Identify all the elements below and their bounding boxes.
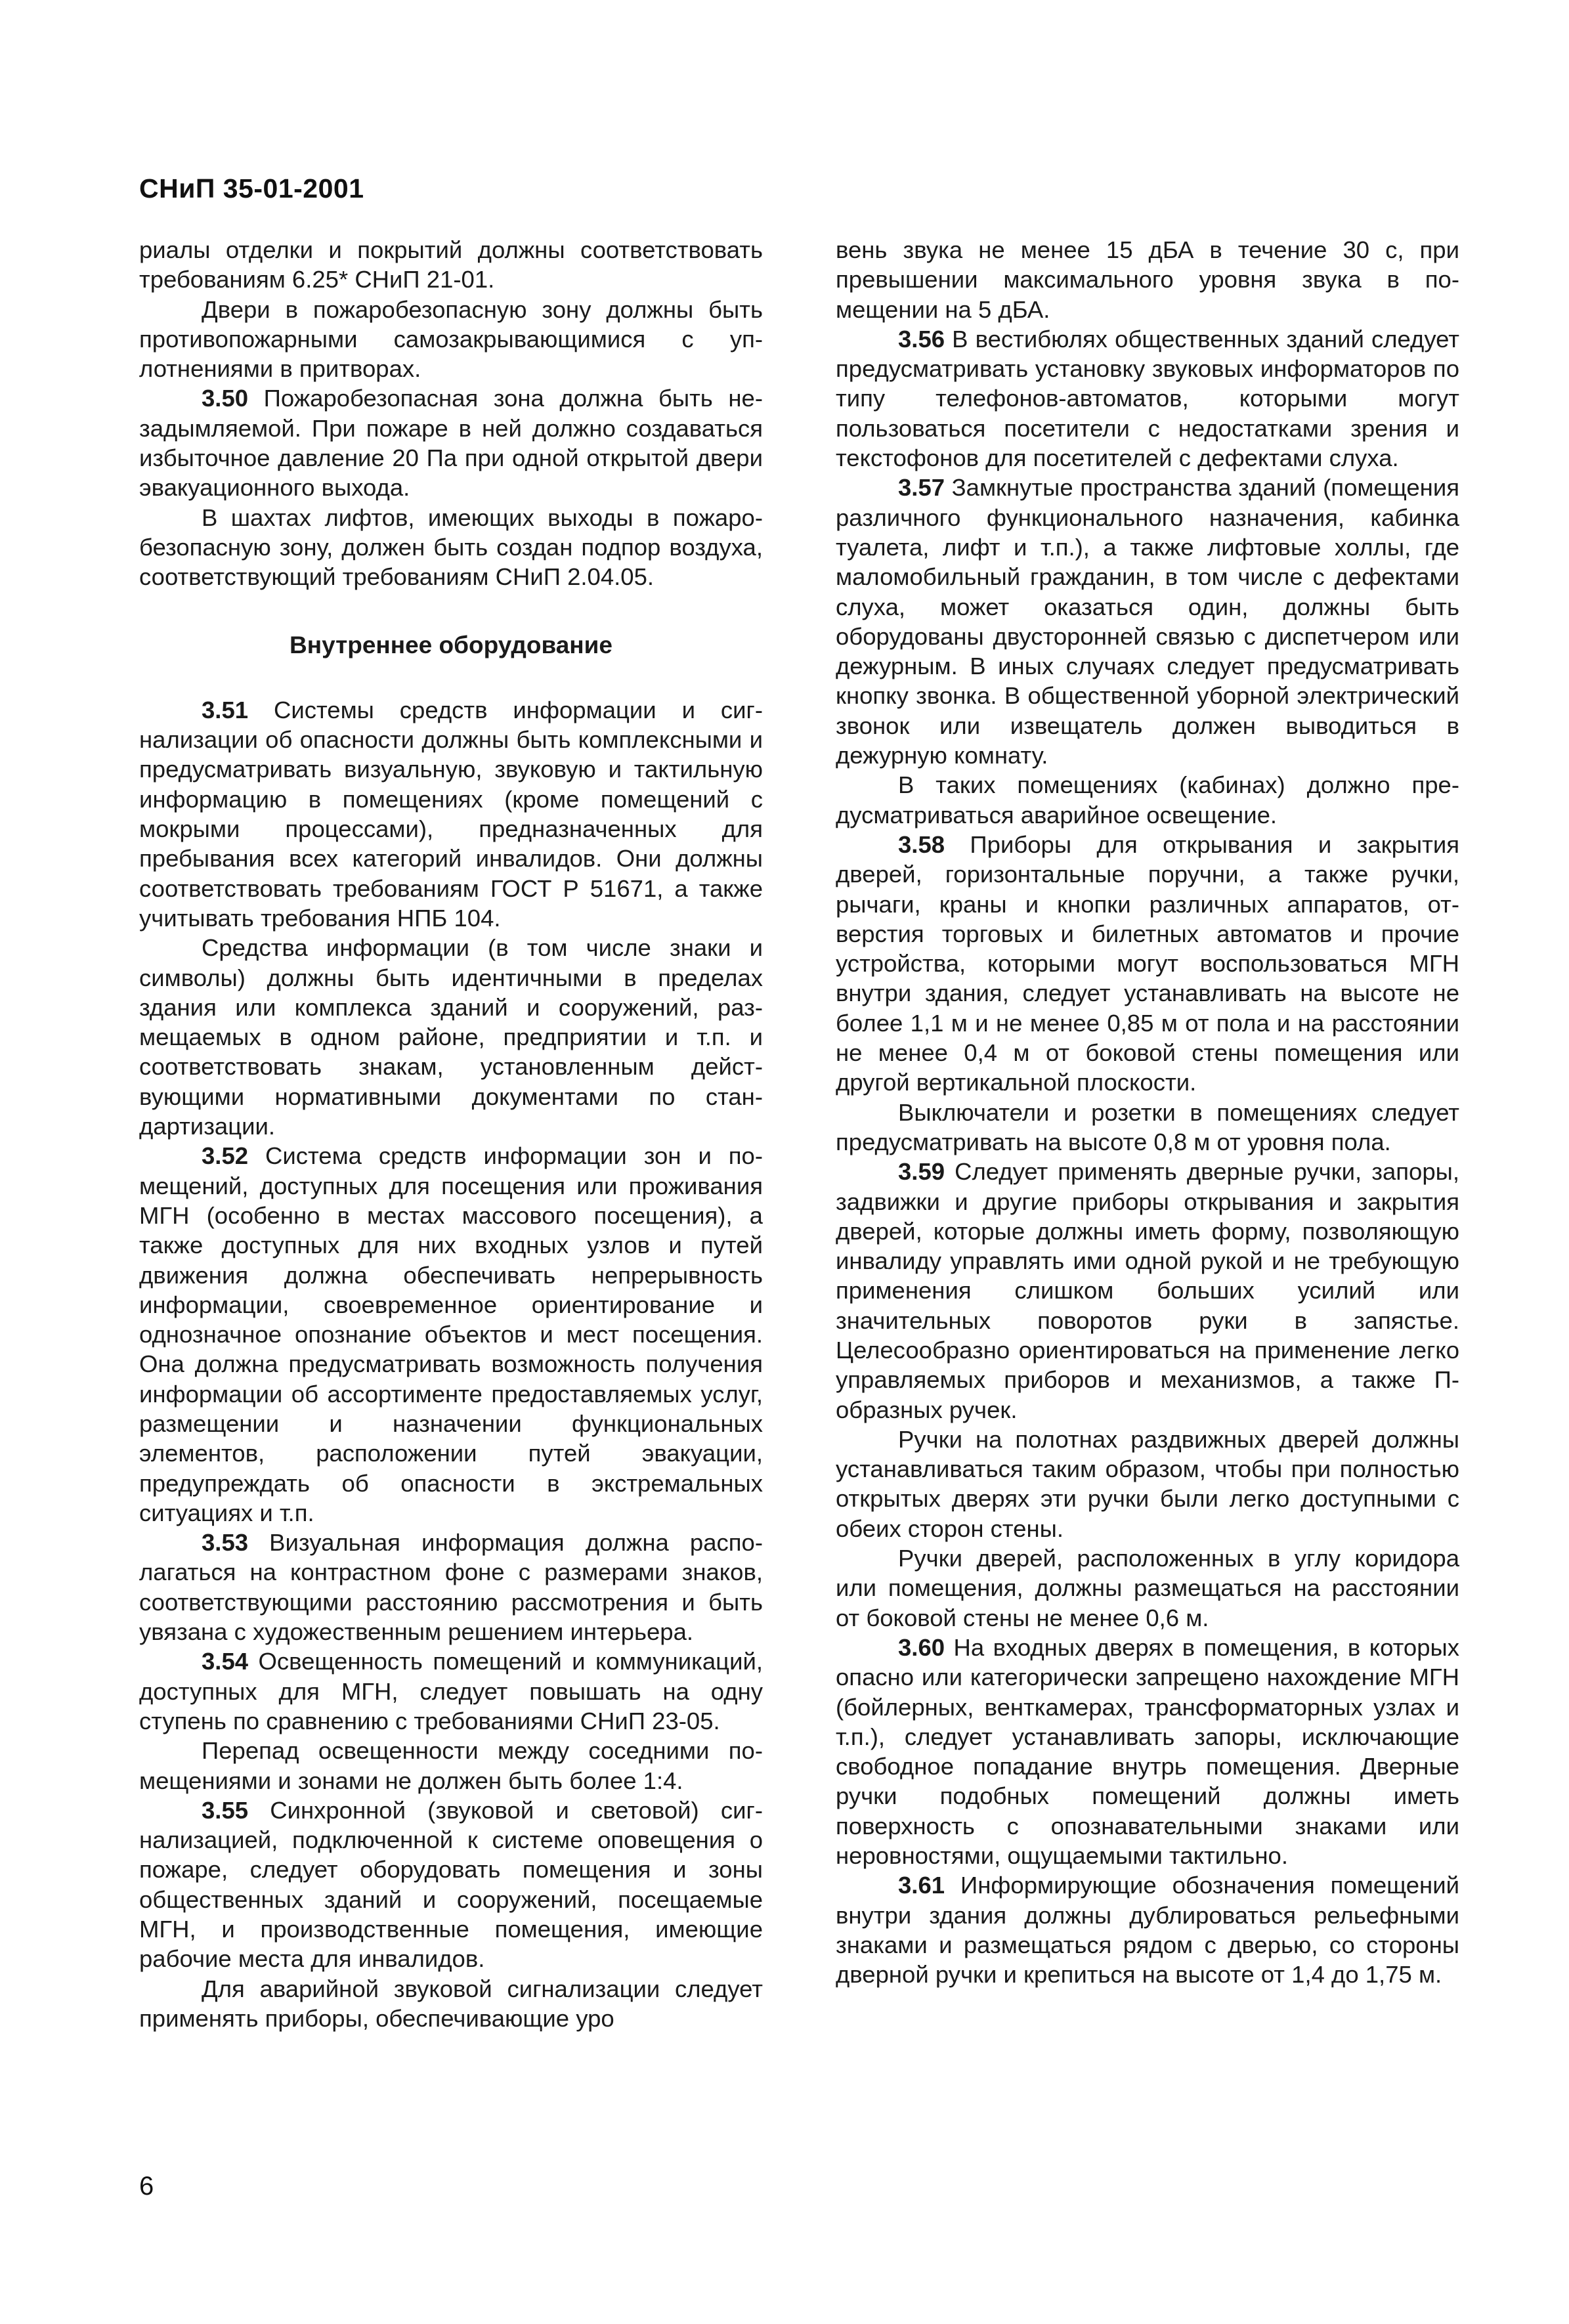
clause-number: 3.53 bbox=[202, 1529, 249, 1557]
paragraph: Средства информации (в том числе знаки и символы) должны быть идентичными в пределах здания или комплекса зданий и сооружений, размещаемых в одном районе, предприятии и т.п. и соответствовать знакам, установленным действующими нормативными документами по стандартизации. bbox=[139, 934, 763, 1140]
paragraph: Выключатели и розетки в помещениях следует предусматривать на высоте 0,8 м от уровня пола. bbox=[836, 1098, 1459, 1155]
clause-3-56 bbox=[836, 324, 1459, 473]
clause-text: Пожаробезопасная зона должна быть незадымляемой. При пожаре в ней должно создаваться избыточное давление 20 Па при одной открытой двери эвакуационного выхода. bbox=[139, 385, 763, 502]
paragraph: Двери в пожаробезопасную зону должны быть противопожарными самозакрывающимися с уплотнениями в притворах. bbox=[139, 295, 763, 383]
paragraph: Ручки дверей, расположенных в углу коридора или помещения, должны размещаться на расстоянии от боковой стены не менее 0,6 м. bbox=[836, 1545, 1459, 1631]
clause-3-58 bbox=[836, 830, 1459, 1098]
clause-3-61 bbox=[836, 1870, 1459, 1989]
clause-3-51 bbox=[139, 695, 763, 933]
clause-3-50 bbox=[139, 383, 763, 502]
paragraph: В шахтах лифтов, имеющих выходы в пожаробезопасную зону, должен быть создан подпор воздуха, соответствующий требованиям СНиП 2.04.05. bbox=[139, 504, 763, 591]
clause-3-59 bbox=[836, 1157, 1459, 1425]
paragraph: Для аварийной звуковой сигнализации следует применять приборы, обеспечивающие уро bbox=[139, 1975, 763, 2032]
paragraph: риалы отделки и покрытий должны соответствовать требованиям 6.25* СНиП 21-01. bbox=[139, 236, 763, 293]
clause-3-60 bbox=[836, 1633, 1459, 1870]
clause-3-55 bbox=[139, 1796, 763, 1974]
clause-number: 3.61 bbox=[898, 1872, 945, 1899]
clause-3-53 bbox=[139, 1528, 763, 1646]
clause-text: Освещенность помещений и коммуникаций, доступных для МГН, следует повышать на одну ступень по сравнению с требованиями СНиП 23-05. bbox=[139, 1648, 763, 1734]
clause-text: Система средств информации зон и помещений, доступных для посещения или проживания МГН (особенно в местах массового посещения), а также доступных для них входных узлов и путей движения должна обеспечивать непрерывность информации, своевременное ориентирование и однозначное опознание объектов и мест посещения. Она должна предусматривать возможность получения информации об ассортименте предоставляемых услуг, размещении и назначении функциональных элементов, расположении путей эвакуации, предупреждать об опасности в экстремальных ситуациях и т.п. bbox=[139, 1142, 763, 1526]
clause-number: 3.57 bbox=[898, 474, 945, 502]
clause-text: Информирующие обозначения помещений внутри здания должны дублироваться рельефными знаками и размещаться рядом с дверью, со стороны дверной ручки и крепиться на высоте от 1,4 до 1,75 м. bbox=[836, 1872, 1459, 1989]
paragraph: вень звука не менее 15 дБА в течение 30 с, при превышении максимального уровня звука в помещении на 5 дБА. bbox=[836, 236, 1459, 323]
clause-text: В вестибюлях общественных зданий следует предусматривать установку звуковых информаторов по типу телефонов-автоматов, которыми могут пользоваться посетители с недостатками зрения и текстофонов для посетителей с дефектами слуха. bbox=[836, 325, 1459, 472]
clause-text: Замкнутые пространства зданий (помещения различного функционального назначения, кабинка туалета, лифт и т.п.), а также лифтовые холлы, где маломобильный гражданин, в том числе с дефектами слуха, может оказаться один, должны быть оборудованы двусторонней связью с диспетчером или дежурным. В иных случаях следует предусматривать кнопку звонка. В общественной уборной электрический звонок или извещатель должен выводиться в дежурную комнату. bbox=[836, 474, 1459, 769]
clause-number: 3.51 bbox=[202, 696, 249, 723]
clause-text: На входных дверях в помещения, в которых опасно или категорически запрещено нахождение МГН (бойлерных, венткамерах, трансформаторных узлах и т.п.), следует устанавливать запоры, исключающие свободное попадание внутрь помещения. Дверные ручки подобных помещений должны иметь поверхность с опознавательными знаками или неровностями, ощущаемыми тактильно. bbox=[836, 1633, 1459, 1870]
clause-3-54 bbox=[139, 1646, 763, 1736]
clause-number: 3.50 bbox=[202, 385, 249, 412]
clause-text: Приборы для открывания и закрытия дверей, горизонтальные поручни, а также ручки, рычаги, краны и кнопки различных аппаратов, отверстия торговых и билетных автоматов и прочие устройства, которыми могут воспользоваться МГН внутри здания, следует устанавливать на высоте не более 1,1 м и не менее 0,85 м от пола и на расстоянии не менее 0,4 м от боковой стены помещения или другой вертикальной плоскости. bbox=[836, 830, 1459, 1096]
clause-text: Следует применять дверные ручки, запоры, задвижки и другие приборы открывания и закрытия дверей, которые должны иметь форму, позволяющую инвалиду управлять ими одной рукой и не требующую применения слишком больших усилий или значительных поворотов руки в запястье. Целесообразно ориентироваться на применение легко управляемых приборов и механизмов, а также П-образных ручек. bbox=[836, 1158, 1459, 1423]
paragraph: Ручки на полотнах раздвижных дверей должны устанавливаться таким образом, чтобы при полностью открытых дверях эти ручки были легко доступными с обеих сторон стены. bbox=[836, 1425, 1459, 1542]
paragraph: В таких помещениях (кабинах) должно предусматриваться аварийное освещение. bbox=[836, 771, 1459, 828]
clause-number: 3.55 bbox=[202, 1796, 249, 1824]
clause-3-52 bbox=[139, 1141, 763, 1528]
clause-number: 3.59 bbox=[898, 1158, 945, 1186]
clause-number: 3.56 bbox=[898, 325, 945, 353]
clause-number: 3.58 bbox=[898, 830, 945, 858]
paragraph: Перепад освещенности между соседними помещениями и зонами не должен быть более 1:4. bbox=[139, 1737, 763, 1794]
clause-text: Системы средств информации и сигнализации об опасности должны быть комплексными и предусматривать визуальную, звуковую и тактильную информацию в помещениях (кроме помещений с мокрыми процессами), предназначенных для пребывания всех категорий инвалидов. Они должны соответствовать требованиям ГОСТ Р 51671, а также учитывать требования НПБ 104. bbox=[139, 696, 763, 932]
section-title: Внутреннее оборудование bbox=[290, 631, 613, 658]
page-number: 6 bbox=[139, 2172, 154, 2201]
clause-3-57 bbox=[836, 473, 1459, 770]
clause-text: Синхронной (звуковой и световой) сигнализацией, подключенной к системе оповещения о пожаре, следует оборудовать помещения и зоны общественных зданий и сооружений, посещаемые МГН, и производственные помещения, имеющие рабочие места для инвалидов. bbox=[139, 1796, 763, 1973]
clause-number: 3.54 bbox=[202, 1648, 249, 1675]
clause-number: 3.52 bbox=[202, 1142, 249, 1170]
left-text-column bbox=[139, 235, 763, 2033]
document-code-header: СНиП 35-01-2001 bbox=[139, 173, 364, 204]
clause-number: 3.60 bbox=[898, 1633, 945, 1661]
right-text-column bbox=[836, 235, 1459, 1990]
clause-text: Визуальная информация должна располагаться на контрастном фоне с размерами знаков, соответствующими расстоянию рассмотрения и быть увязана с художественным решением интерьера. bbox=[139, 1529, 763, 1646]
